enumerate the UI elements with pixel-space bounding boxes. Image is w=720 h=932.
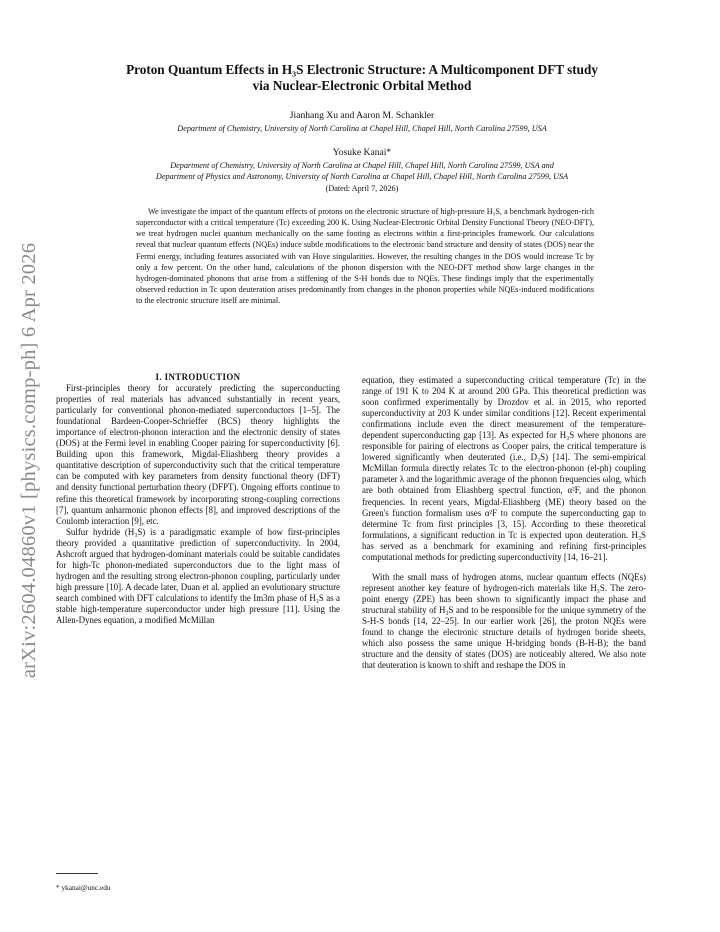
abstract: We investigate the impact of the quantum effects of protons on the electronic structure of high-pressure H₃S, a benchmark hydrogen-rich superconductor with a critical temperature (Tc) exceeding 200 K. Using Nuclear-Electronic Orbital Density Functional Theory (NEO-DFT), we treat hydrogen nuclei quantum mechanically on the same footing as electrons within a first-principles framework. Our calculations reveal that nuclear quantum effects (NQEs) induce subtle modifications to the electronic band structure and density of states (DOS) near the Fermi energy, including features associated with van Hove singularities. However, the resulting changes in the DOS would increase Tc by only a few percent. On the other hand, calculations of the phonon dispersion with the NEO-DFT method show large changes in the hydrogen-dominated phonons that arise from a stiffening of the S-H bonds due to NQEs. These findings imply that the experimentally observed reduction in Tc upon deuteration arises predominantly from changes in the phonon properties while NQEs-induced modifications to the electronic structure itself are minimal. [136, 207, 594, 306]
right-column [362, 375, 646, 671]
footnote-email: * ykanai@unc.edu [56, 883, 111, 892]
title-line-1: Proton Quantum Effects in H₃S Electronic Structure: A Multicomponent DFT study [126, 62, 598, 77]
intro-paragraph-4: With the small mass of hydrogen atoms, nuclear quantum effects (NQEs) represent another key feature of hydrogen-rich materials like H₃S. The zero-point energy (ZPE) has been shown to significantly impact the phase and structural stability of H₃S and to be responsible for the unique symmetry of the S-H-S bonds [14, 22–25]. In our earlier work [26], the proton NQEs were found to change the electronic structure details of hydrogen boride sheets, which also possess the same unique H-bridging bonds (B-H-B); the band structure and the density of states (DOS) are noticeably altered. We also note that deuteration is known to shift and reshape the DOS in [362, 571, 646, 671]
intro-paragraph-1: First-principles theory for accurately predicting the superconducting properties of real materials has advanced substantially in recent years, particularly for conventional phonon-mediated superconductors [1–5]. The foundational Bardeen-Cooper-Schrieffer (BCS) theory highlights the importance of electron-phonon interaction and the electronic density of states (DOS) at the Fermi level in enabling Cooper pairing for superconductivity [6]. Building upon this framework, Migdal-Eliashberg theory provides a quantitative description of superconductivity such that the critical temperature can be computed with key parameters from density functional theory (DFT) and density functional perturbation theory (DFPT). Ongoing efforts continue to refine this theoretical framework by incorporating strong-coupling corrections [7], quantum anharmonic phonon effects [8], and improved descriptions of the Coulomb interaction [9], etc. [56, 383, 340, 526]
arxiv-identifier: arXiv:2604.04860v1 [physics.comp-ph] 6 Apr 2026 [18, 242, 41, 678]
affiliation-2b: Department of Physics and Astronomy, University of North Carolina at Chapel Hill, Chapel Hill, North Carolina 27599, USA [155, 172, 569, 181]
intro-paragraph-3: equation, they estimated a superconducting critical temperature (Tc) in the range of 191 K to 204 K at around 200 GPa. This theoretical prediction was soon confirmed experimentally by Drozdov et al. in 2015, who reported superconductivity at 203 K under similar conditions [12]. Recent experimental confirmations include even the direct measurement of the temperature-dependent superconducting gap [13]. As expected for H₃S where phonons are responsible for pairing of electrons as Cooper pairs, the critical temperature is lowered significantly when deuterated (i.e., D₃S) [14]. The semi-empirical McMillan formula directly relates Tc to the electron-phonon (el-ph) coupling parameter λ and the logarithmic average of the phonon frequencies ωlog, which are both obtained from Eliashberg spectral function, α²F, and the phonon frequencies. In recent years, Migdal-Eliashberg (ME) theory based on the Green's function formalism uses α²F to compute the superconducting gap to determine Tc from first principles [3, 15]. According to these theoretical formulations, a significant reduction in Tc is expected upon deuteration. H₃S has served as a benchmark for examining and refining first-principles computational methods for predicting superconductivity [14, 16–21]. [362, 375, 646, 562]
title-line-2: via Nuclear-Electronic Orbital Method [252, 78, 472, 93]
section-heading: I. INTRODUCTION [155, 372, 241, 382]
intro-paragraph-2: Sulfur hydride (H₃S) is a paradigmatic example of how first-principles theory provided a quantitative prediction of superconductivity. In 2004, Ashcroft argued that hydrogen-dominant materials could be suitable candidates for high-Tc phonon-mediated superconductors due to the light mass of hydrogen and the resulting strong electron-phonon coupling, particularly under high pressure [10]. A decade later, Duan et al. applied an evolutionary structure search combined with DFT calculations to identify the Im3m phase of H₃S as a stable high-temperature superconductor under high pressure [11]. Using the Allen-Dynes equation, a modified McMillan [56, 526, 340, 626]
paper-title [56, 62, 668, 94]
authors-group-1: Jianhang Xu and Aaron M. Schankler [289, 110, 435, 121]
authors-group-2: Yosuke Kanai* [332, 147, 392, 158]
arxiv-sidebar [8, 200, 52, 720]
affiliation-2a: Department of Chemistry, University of North Carolina at Chapel Hill, Chapel Hill, North Carolina 27599, USA and [170, 161, 554, 170]
date-line: (Dated: April 7, 2026) [325, 184, 399, 193]
affiliation-1: Department of Chemistry, University of North Carolina at Chapel Hill, Chapel Hill, North Carolina 27599, USA [177, 124, 547, 133]
left-column [56, 372, 340, 626]
footnote-rule [56, 873, 98, 874]
